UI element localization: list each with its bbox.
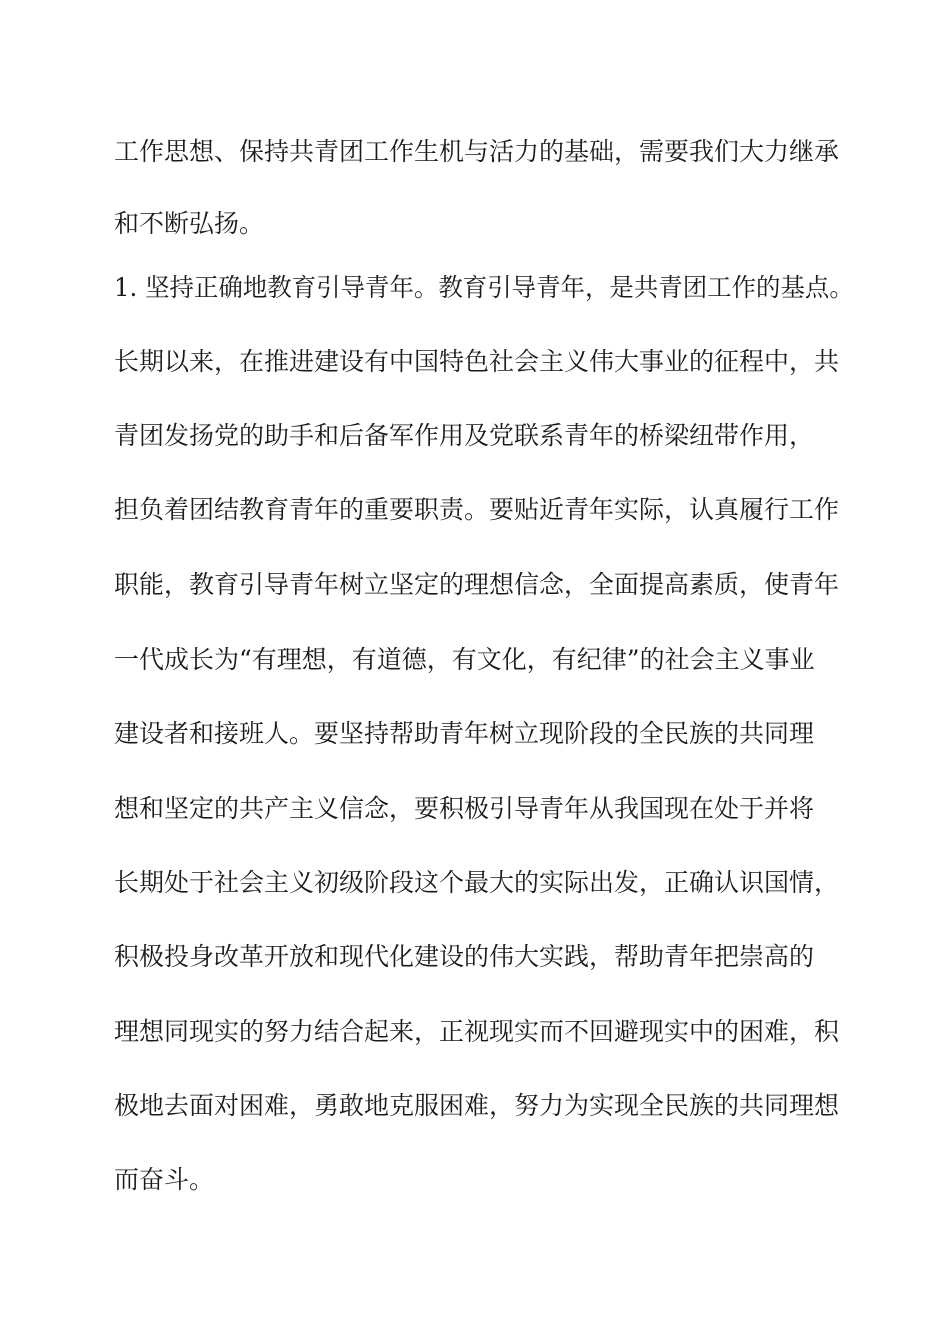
text-line: 长期以来，在推进建设有中国特色社会主义伟大事业的征程中，共	[114, 347, 840, 376]
text-line: 积极投身改革开放和现代化建设的伟大实践，帮助青年把崇高的	[114, 942, 815, 971]
text-line: 长期处于社会主义初级阶段这个最大的实际出发，正确认识国情，	[114, 868, 840, 897]
text-line: 一代成长为“有理想，有道德，有文化，有纪律”的社会主义事业	[114, 645, 815, 674]
text-line: 工作思想、保持共青团工作生机与活力的基础，需要我们大力继承	[114, 137, 840, 166]
text-line: 想和坚定的共产主义信念，要积极引导青年从我国现在处于并将	[114, 794, 815, 823]
text-line: 理想同现实的努力结合起来，正视现实而不回避现实中的困难，积	[114, 1017, 840, 1046]
text-line: 和不断弘扬。	[114, 209, 265, 238]
text-line: 职能，教育引导青年树立坚定的理想信念，全面提高素质，使青年	[114, 570, 840, 599]
text-line: 担负着团结教育青年的重要职责。要贴近青年实际，认真履行工作	[114, 495, 840, 524]
text-line: 极地去面对困难，勇敢地克服困难，努力为实现全民族的共同理想	[114, 1091, 840, 1120]
text-line: 建设者和接班人。要坚持帮助青年树立现阶段的全民族的共同理	[114, 719, 815, 748]
text-line: 青团发扬党的助手和后备军作用及党联系青年的桥梁纽带作用，	[114, 421, 815, 450]
text-line: 而奋斗。	[114, 1165, 215, 1194]
paragraph-heading-line: 1. 坚持正确地教育引导青年。教育引导青年，是共青团工作的基点。	[114, 273, 854, 302]
